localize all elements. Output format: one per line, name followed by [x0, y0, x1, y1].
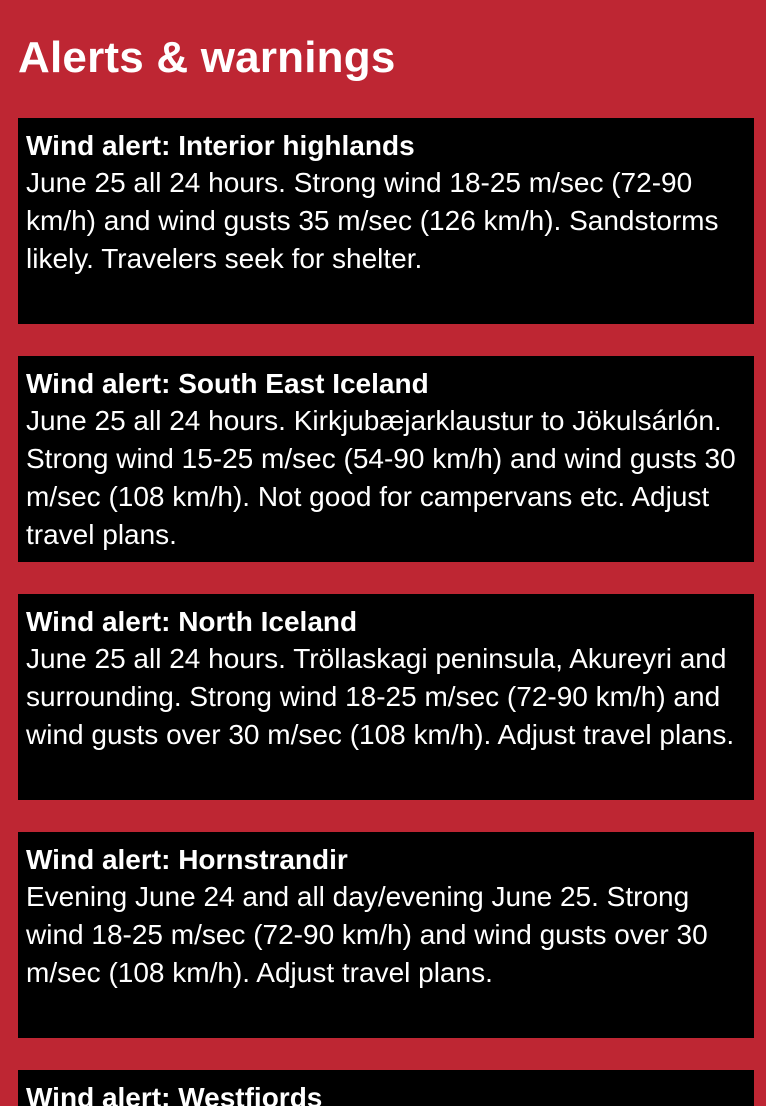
alert-body: Evening June 24 and all day/evening June 25. Strong wind 18-25 m/sec (72-90 km/h) and wind gusts over 30 m/sec (108 km/h). Adjust travel plans.: [26, 881, 708, 988]
alert-title: Wind alert: Interior highlands: [26, 130, 415, 161]
alert-card-north-iceland[interactable]: [18, 594, 754, 800]
alert-body: June 25 all 24 hours. Tröllaskagi peninsula, Akureyri and surrounding. Strong wind 18-25 m/sec (72-90 km/h) and wind gusts over 30 m/sec (108 km/h). Adjust travel plans.: [26, 643, 735, 750]
alert-title: Wind alert: Hornstrandir: [26, 844, 348, 875]
page-title: Alerts & warnings: [18, 33, 396, 82]
alert-body: June 25 all 24 hours. Kirkjubæjarklaustur to Jökulsárlón. Strong wind 15-25 m/sec (54-90 km/h) and wind gusts 30 m/sec (108 km/h). Not good for campervans etc. Adjust travel plans.: [26, 405, 736, 550]
alert-title: Wind alert: North Iceland: [26, 606, 358, 637]
alert-title: Wind alert: South East Iceland: [26, 368, 429, 399]
alert-card-westfiords[interactable]: [18, 1070, 754, 1106]
alert-card-interior-highlands[interactable]: [18, 118, 754, 324]
alert-card-hornstrandir[interactable]: [18, 832, 754, 1038]
alert-body: June 25 all 24 hours. Strong wind 18-25 m/sec (72-90 km/h) and wind gusts 35 m/sec (126 km/h). Sandstorms likely. Travelers seek for shelter.: [26, 167, 719, 274]
alert-title: Wind alert: Westfiords: [26, 1082, 323, 1106]
alert-card-south-east-iceland[interactable]: [18, 356, 754, 562]
